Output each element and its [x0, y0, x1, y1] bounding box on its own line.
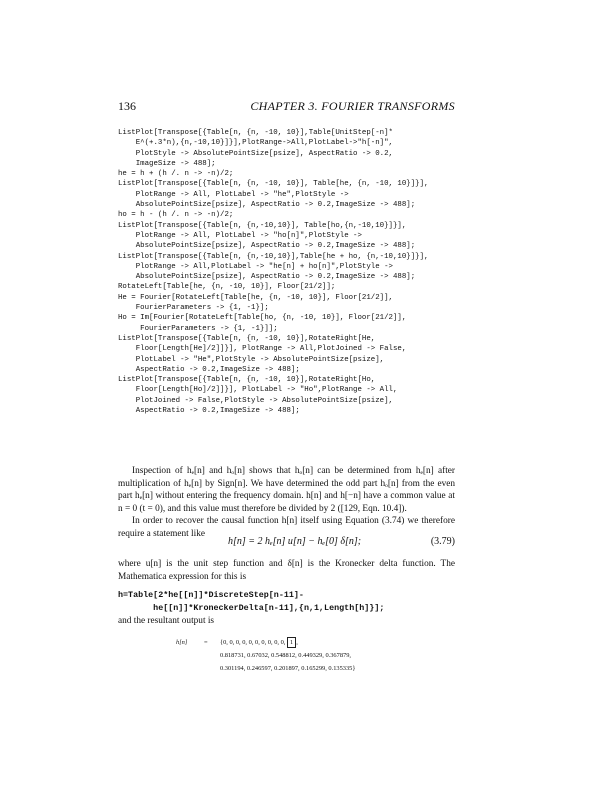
- paragraph-recover-text: In order to recover the causal function h[n] itself using Equation (3.74) we therefore require a statement like: [118, 516, 455, 539]
- code-line: E^(+.3*n),{n,-10,10}]}],PlotRange->All,PlotLabel->"h[-n]",: [118, 139, 393, 148]
- code-line: ListPlot[Transpose[{Table[n, {n, -10, 10}],RotateRight[He,: [118, 334, 376, 343]
- paragraph-resultant: and the resultant output is: [118, 616, 215, 626]
- mathematica-code-block-2: [118, 589, 455, 614]
- code-line: ListPlot[Transpose[{Table[n, {n, -10, 10}], Table[he, {n, -10, 10}]}],: [118, 180, 429, 189]
- code-line: he = h + (h /. n -> -n)/2;: [118, 170, 234, 179]
- code-line: PlotRange -> All,PlotLabel -> "he[n] + ho[n]",PlotStyle ->: [118, 262, 393, 271]
- equation-body: h[n] = 2 hₑ[n] u[n] − hₑ[0] δ[n];: [228, 536, 362, 547]
- code-line: RotateLeft[Table[he, {n, -10, 10}], Floor[21/2]];: [118, 283, 336, 292]
- code-line: AspectRatio -> 0.2,ImageSize -> 488];: [118, 407, 300, 416]
- code-line: Ho = Im[Fourier[RotateLeft[Table[ho, {n, -10, 10}], Floor[21/2]],: [118, 314, 407, 323]
- code-line: AbsolutePointSize[psize], AspectRatio -> 0.2,ImageSize -> 488];: [118, 242, 416, 251]
- code2-line: h=Table[2*he[[n]]*DiscreteStep[n-11]-: [118, 590, 304, 600]
- code-line: PlotStyle -> AbsolutePointSize[psize], AspectRatio -> 0.2,: [118, 149, 393, 158]
- output-line-2: 0.818731, 0.67032, 0.548812, 0.449329, 0.367879,: [220, 652, 352, 660]
- output-line-3: 0.301194, 0.246597, 0.201897, 0.165299, 0.135335}: [220, 665, 356, 673]
- output-values: [220, 636, 355, 676]
- output-line-1-prefix: {0, 0, 0, 0, 0, 0, 0, 0, 0, 0,: [220, 639, 286, 646]
- chapter-title: CHAPTER 3. FOURIER TRANSFORMS: [250, 99, 455, 113]
- code-line: PlotLabel -> "He",PlotStyle -> AbsolutePointSize[psize],: [118, 355, 385, 364]
- code-line: FourierParameters -> {1, -1}];: [118, 304, 269, 313]
- page-header: [118, 99, 455, 114]
- code-line: ListPlot[Transpose[{Table[n, {n,-10,10}],Table[he + ho, {n,-10,10}]}],: [118, 252, 429, 261]
- code-line: He = Fourier[RotateLeft[Table[he, {n, -10, 10}], Floor[21/2]],: [118, 293, 393, 302]
- code-line: ListPlot[Transpose[{Table[n, {n, -10, 10}],RotateRight[Ho,: [118, 376, 376, 385]
- code-line: AbsolutePointSize[psize], AspectRatio -> 0.2,ImageSize -> 488];: [118, 273, 416, 282]
- code-line: PlotRange -> All, PlotLabel -> "ho[n]",PlotStyle ->: [118, 231, 362, 240]
- output-boxed-value: 1: [287, 637, 296, 648]
- code-line: AbsolutePointSize[psize], AspectRatio -> 0.2,ImageSize -> 488];: [118, 201, 416, 210]
- paragraph-inspection: [118, 465, 455, 541]
- code-line: PlotJoined -> False,PlotStyle -> AbsolutePointSize[psize],: [118, 396, 393, 405]
- code2-line: he[[n]]*KroneckerDelta[n-11],{n,1,Length[h]}];: [118, 602, 385, 613]
- code-line: Floor[Length[Ho]/2]]}], PlotLabel -> "Ho",PlotRange -> All,: [118, 386, 398, 395]
- code-line: PlotRange -> All, PlotLabel -> "he",PlotStyle ->: [118, 190, 349, 199]
- mathematica-code-block: [118, 128, 463, 416]
- code-line: Floor[Length[He]/2]]}], PlotRange -> All,PlotJoined -> False,: [118, 345, 407, 354]
- code-line: AspectRatio -> 0.2,ImageSize -> 488];: [118, 365, 300, 374]
- code-line: ListPlot[Transpose[{Table[n, {n, -10, 10}],Table[UnitStep[-n]*: [118, 129, 393, 137]
- paragraph-inspection-text: Inspection of hₑ[n] and hₒ[n] shows that hₒ[n] can be determined from hₑ[n] after multiplication of hₑ[n] by Sign[n]. We have determined the odd part hₒ[n] from the even part hₑ[n] without entering the frequency domain. h[n] and h[−n] have a common value at n = 0 (t = 0), and this value must therefore be divided by 2 ([129, Eqn. 10.4]).: [118, 466, 455, 514]
- output-equals: =: [204, 639, 208, 646]
- equation-3-79: [118, 536, 455, 550]
- code-line: ImageSize -> 488];: [118, 159, 216, 168]
- code-line: ListPlot[Transpose[{Table[n, {n,-10,10}], Table[ho,{n,-10,10}]}],: [118, 221, 407, 230]
- page-number: 136: [118, 99, 136, 113]
- code-line: ho = h - (h /. n -> -n)/2;: [118, 211, 234, 220]
- paragraph-unit-step: where u[n] is the unit step function and δ[n] is the Kronecker delta function. The Mathematica expression for this is: [118, 559, 455, 582]
- output-line-1-suffix: ,: [296, 639, 298, 646]
- output-lhs: h[n]: [176, 639, 188, 646]
- code-line: FourierParameters -> {1, -1}]];: [118, 324, 278, 333]
- equation-number: (3.79): [430, 536, 455, 547]
